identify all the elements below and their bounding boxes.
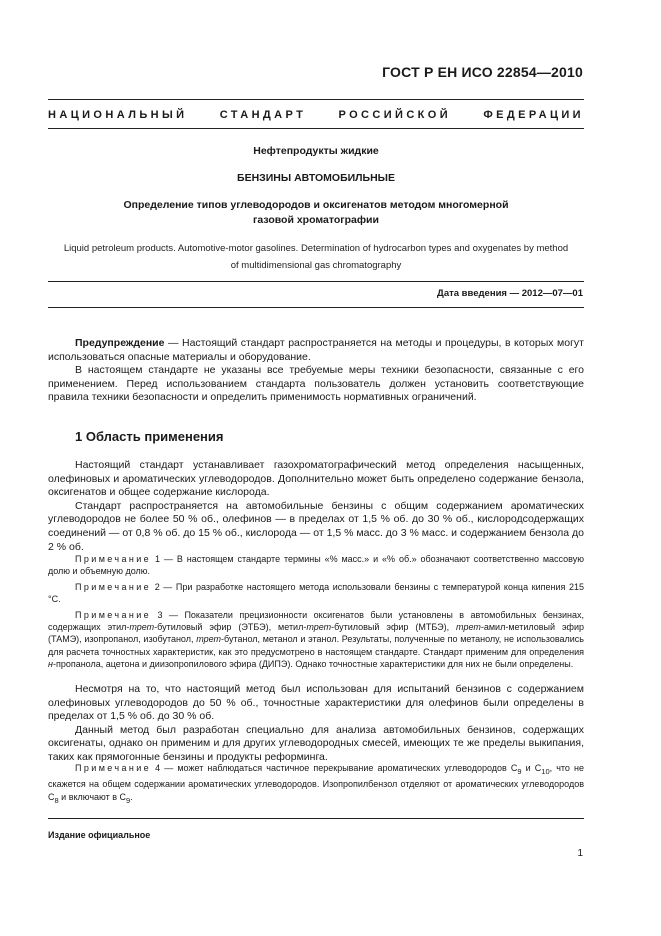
scope-paragraph-1: Настоящий стандарт устанавливает газохроматографический метод определения насыщенных, олефиновых и ароматических углеводородов. Дополнительно может быть определено содержание бензола, оксигенатов и общее содержание кислорода. (48, 459, 584, 499)
scope-paragraph-4: Данный метод был разработан специально для анализа автомобильных бензинов, содержащих оксигенаты, однако он применим и для других углеводородных смесей, имеющих те же пределы выкипания, таких как прямогонные бензины и продукты реформинга. (48, 723, 584, 763)
warning-block (48, 337, 584, 405)
subscript: 9 (517, 766, 522, 776)
title-line-3a: Определение типов углеводородов и оксигенатов методом многомерной (123, 199, 509, 211)
subscript: 10 (541, 766, 550, 776)
top-rule (48, 99, 584, 100)
note-4-text: и С (521, 763, 542, 773)
note-4-text: и включают в С (58, 791, 126, 802)
banner-rule (48, 128, 584, 129)
national-standard-banner: НАЦИОНАЛЬНЫЙ СТАНДАРТ РОССИЙСКОЙ ФЕДЕРАЦИИ (48, 109, 584, 121)
note-1-text: 1 — В настоящем стандарте термины «% масс.» и «% об.» обозначают соответственно массовую долю и объемную долю. (48, 554, 584, 577)
note-4-text: . (130, 791, 133, 802)
edition-label: Издание официальное (48, 830, 151, 840)
title-line-1: Нефтепродукты жидкие (253, 145, 379, 157)
title-line-3b: газовой хроматографии (253, 214, 379, 226)
scope-paragraph-3: Несмотря на то, что настоящий метод был использован для испытаний бензинов с содержанием олефиновых углеводородов до 50 % об., точностные характеристики для олефинов были определены в пределах от 1,5 % об. до 30 % об. (48, 683, 584, 723)
warning-label: Предупреждение (75, 337, 165, 349)
note-3-text: -бутиловый эфир (ЭТБЭ), метил- (154, 622, 307, 633)
standard-number: ГОСТ Р ЕН ИСО 22854—2010 (382, 64, 583, 80)
scope-paragraphs-2 (48, 683, 584, 765)
note-3-text: -амил-метиловый эфир (ТАМЭ), изопропанол, изобутанол, (48, 622, 584, 645)
scope-paragraph-2: Стандарт распространяется на автомобильные бензины с общим содержанием ароматических углеводородов не более 50 % об., олефинов — в пределах от 1,5 % об. до 30 % об., кислородсодержащих соединений — от 0,8 % об. до 15 % об., кислорода — от 1,5 % масс. до 3 % масс. и содержанием бензола до 2 % об. (48, 499, 584, 553)
notes-1-3 (48, 553, 584, 674)
english-title-line-b: of multidimensional gas chromatography (230, 260, 402, 271)
english-title (48, 240, 584, 274)
tert-prefix: трет (196, 634, 222, 645)
warning-text: — Настоящий стандарт распространяется на методы и процедуры, в которых могут использоваться опасные материалы и оборудование. (48, 337, 584, 363)
scope-paragraphs (48, 459, 584, 554)
note-4-text: 4 — может наблюдаться частичное перекрывание ароматических углеводородов С (151, 763, 518, 773)
note-4-block (48, 762, 584, 810)
subscript: 8 (54, 795, 59, 805)
note-label: Примечание (75, 609, 152, 620)
english-title-line-a: Liquid petroleum products. Automotive-motor gasolines. Determination of hydrocarbon types and oxygenates by method (63, 243, 569, 254)
note-4-text: , что не скажется на общем содержании ароматических углеводородов. Изопропилбензол отделяют от ароматических углеводородов С (48, 763, 584, 802)
date-rule (48, 281, 584, 282)
normal-prefix: н (48, 659, 53, 670)
tert-prefix: трет (129, 622, 155, 633)
note-3-text: 3 — Показатели прецизионности оксигенатов были установлены в автомобильных бензинах, содержащих этил- (48, 609, 584, 633)
warning-paragraph (48, 337, 584, 364)
tert-prefix: трет (306, 622, 332, 633)
date-rule-bottom (48, 307, 584, 308)
subscript: 9 (125, 795, 131, 805)
note-3-text: -бутанол, метанол и этанол. Результаты, полученные по метанолу, не использовались для расчета точностных характеристик, как это предусмотрено в настоящем стандарте. Стандарт применим для определения (48, 634, 584, 657)
tert-prefix: трет (456, 622, 481, 633)
title-line-2: БЕНЗИНЫ АВТОМОБИЛЬНЫЕ (237, 172, 395, 184)
note-label: Примечание (75, 581, 152, 592)
safety-paragraph: В настоящем стандарте не указаны все требуемые меры техники безопасности, связанные с его применением. Перед использованием стандарта пользователь должен установить соответствующие правила техники безопасности и определить применимость нормативных ограничений. (48, 364, 584, 404)
note-3-text: -пропанола, ацетона и диизопропилового эфира (ДИПЭ). Однако точностные характеристики для них не были определены. (52, 659, 574, 670)
note-1 (48, 553, 584, 578)
note-label: Примечание (75, 763, 152, 773)
introduction-date: Дата введения — 2012—07—01 (437, 288, 583, 299)
note-2 (48, 581, 584, 606)
note-label: Примечание (75, 554, 152, 564)
note-3-text: -бутиловый эфир (МТБЭ), (331, 622, 457, 633)
note-2-text: 2 — При разработке настоящего метода использовали бензины с температурой конца кипения 215 °С. (48, 581, 584, 605)
page-number: 1 (577, 848, 583, 859)
note-4 (48, 762, 584, 807)
section-heading: 1 Область применения (75, 429, 224, 444)
footer-rule (48, 818, 584, 819)
note-3 (48, 609, 584, 671)
